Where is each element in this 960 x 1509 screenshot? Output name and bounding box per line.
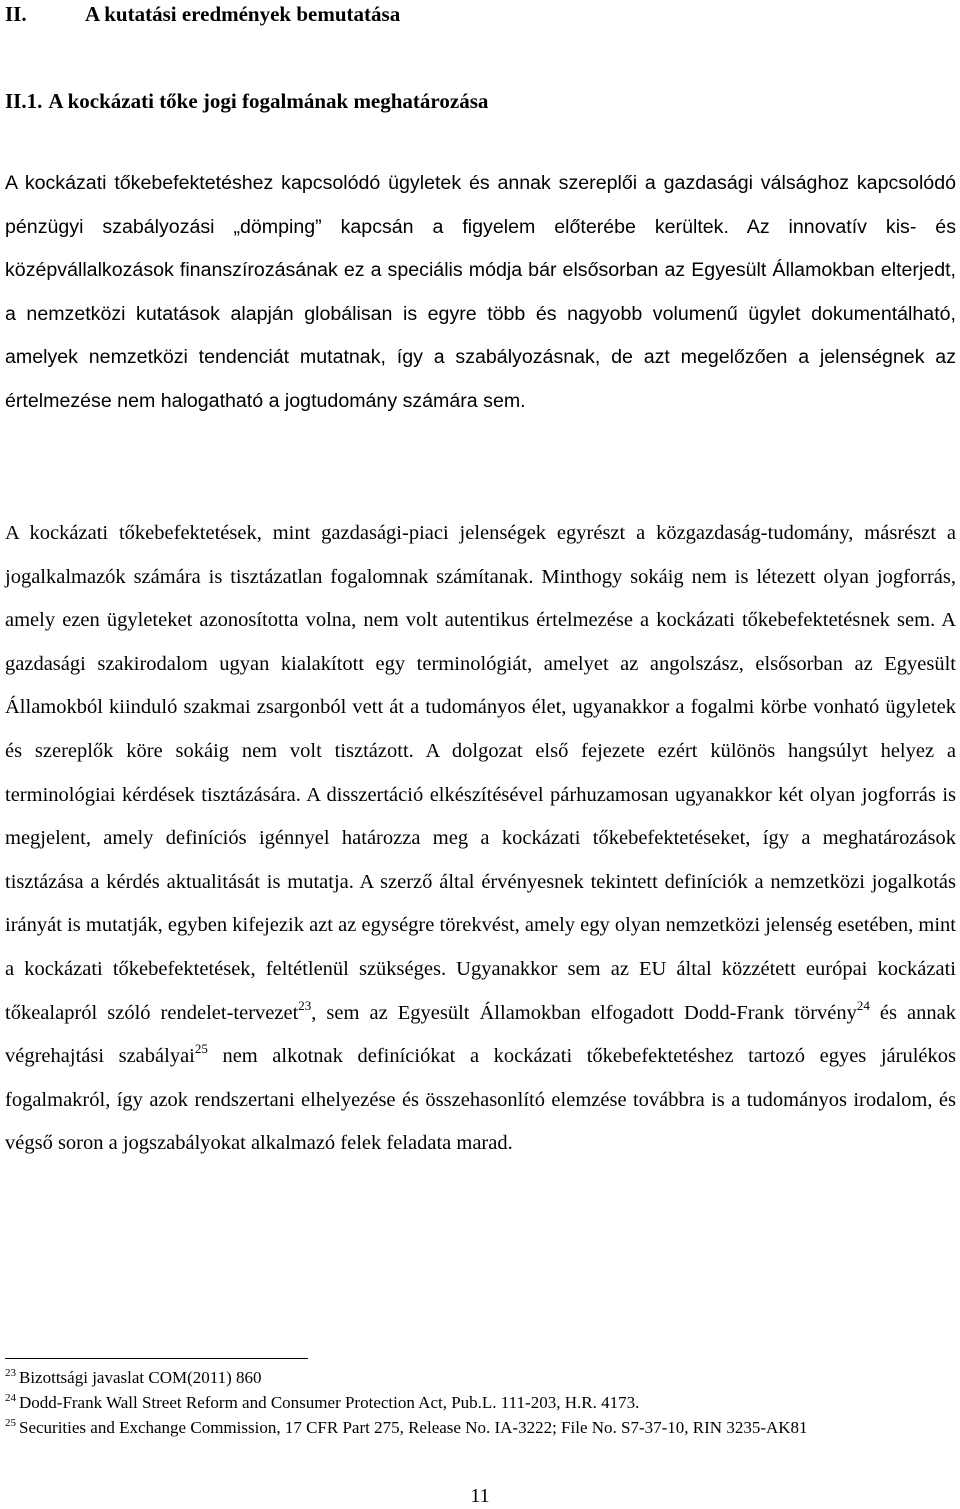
paragraph-1: A kockázati tőkebefektetéshez kapcsolódó ügyletek és annak szereplői a gazdasági válsághoz kapcsolódó pénzügyi szabályozási „dömping” kapcsán a figyelem előterébe kerültek. Az innovatív kis- és középvállalkozások finanszírozásának ez a speciális módja bár elsősorban az Egyesült Államokban elterjedt, a nemzetközi kutatások alapján globálisan is egyre több és nagyobb volumenű ügylet dokumentálható, amelyek nemzetközi tendenciát mutatnak, így a szabályozásnak, de azt megelőzően a jelenségnek az értelmezése nem halogatható a jogtudomány számára sem. [5, 172, 956, 412]
paragraph-2-text-4: nem alkotnak definíciókat a kockázati tőkebefektetéshez tartozó egyes járulékos fogalmakról, így azok rendszertani elhelyezése és összehasonlító elemzése továbbra is a tudományos irodalom, és végső soron a jogszabályokat alkalmazó felek feladata marad. [5, 1045, 956, 1155]
footnote-number: 25 [5, 1417, 16, 1429]
paragraph-2-text-2: , sem az Egyesült Államokban elfogadott Dodd-Frank törvény [311, 1001, 857, 1024]
footnote-number: 23 [5, 1367, 16, 1379]
footnote-ref-24[interactable]: 24 [856, 997, 870, 1013]
section-heading [5, 88, 488, 114]
paragraph-2 [5, 512, 956, 1166]
footnote-text: Securities and Exchange Commission, 17 CFR Part 275, Release No. IA-3222; File No. S7-37-10, RIN 3235-AK81 [19, 1418, 808, 1437]
section-title: A kockázati tőke jogi fogalmának meghatározása [48, 89, 489, 113]
footnote-ref-23[interactable]: 23 [298, 997, 312, 1013]
footnote-number: 24 [5, 1392, 16, 1404]
footnotes [5, 1365, 956, 1440]
footnote-ref-25[interactable]: 25 [194, 1041, 208, 1057]
footnote-24 [5, 1390, 956, 1415]
paragraph-2-text-3: és annak végrehajtási szabályai [5, 1001, 956, 1068]
footnote-23 [5, 1365, 956, 1390]
footnote-25 [5, 1415, 956, 1440]
chapter-number: II. [5, 2, 27, 26]
chapter-title: A kutatási eredmények bemutatása [85, 2, 401, 26]
footnote-text: Dodd-Frank Wall Street Reform and Consumer Protection Act, Pub.L. 111-203, H.R. 4173. [19, 1393, 640, 1412]
paragraph-2-text-1: A kockázati tőkebefektetések, mint gazdasági-piaci jelenségek egyrészt a közgazdaság-tudomány, másrészt a jogalkalmazók számára is tisztázatlan fogalomnak számítanak. Minthogy sokáig nem is létezett olyan jogforrás, amely ezen ügyleteket azonosította volna, nem volt autentikus értelmezése a kockázati tőkebefektetésnek sem. A gazdasági szakirodalom ugyan kialakított egy terminológiát, amelyet az angolszász, elsősorban az Egyesült Államokból kiinduló szakmai zsargonból vett át a tudományos élet, ugyanakkor a fogalmi körbe vonható ügyletek és szereplők köre sokáig nem volt tisztázott. A dolgozat első fejezete ezért különös hangsúlyt helyez a terminológiai kérdések tisztázására. A disszertáció elkészítésével párhuzamosan ugyanakkor két olyan jogforrás is megjelent, amely definíciós igénnyel határozza meg a kockázati tőkebefektetéseket, így a meghatározások tisztázása a kérdés aktualitását is mutatja. A szerző által érvényesnek tekintett definíciók a nemzetközi jogalkotás irányát is mutatják, egyben kifejezik azt az egységre törekvést, amely egy olyan nemzetközi jelenség esetében, mint a kockázati tőkebefektetések, feltétlenül szükséges. Ugyanakkor sem az EU által közzétett európai kockázati tőkealapról szóló rendelet-tervezet [5, 522, 956, 1024]
section-number: II.1. [5, 89, 43, 113]
page-number: 11 [470, 1485, 490, 1507]
footnote-text: Bizottsági javaslat COM(2011) 860 [19, 1368, 262, 1387]
chapter-heading [5, 1, 400, 27]
footnote-separator [5, 1358, 308, 1359]
